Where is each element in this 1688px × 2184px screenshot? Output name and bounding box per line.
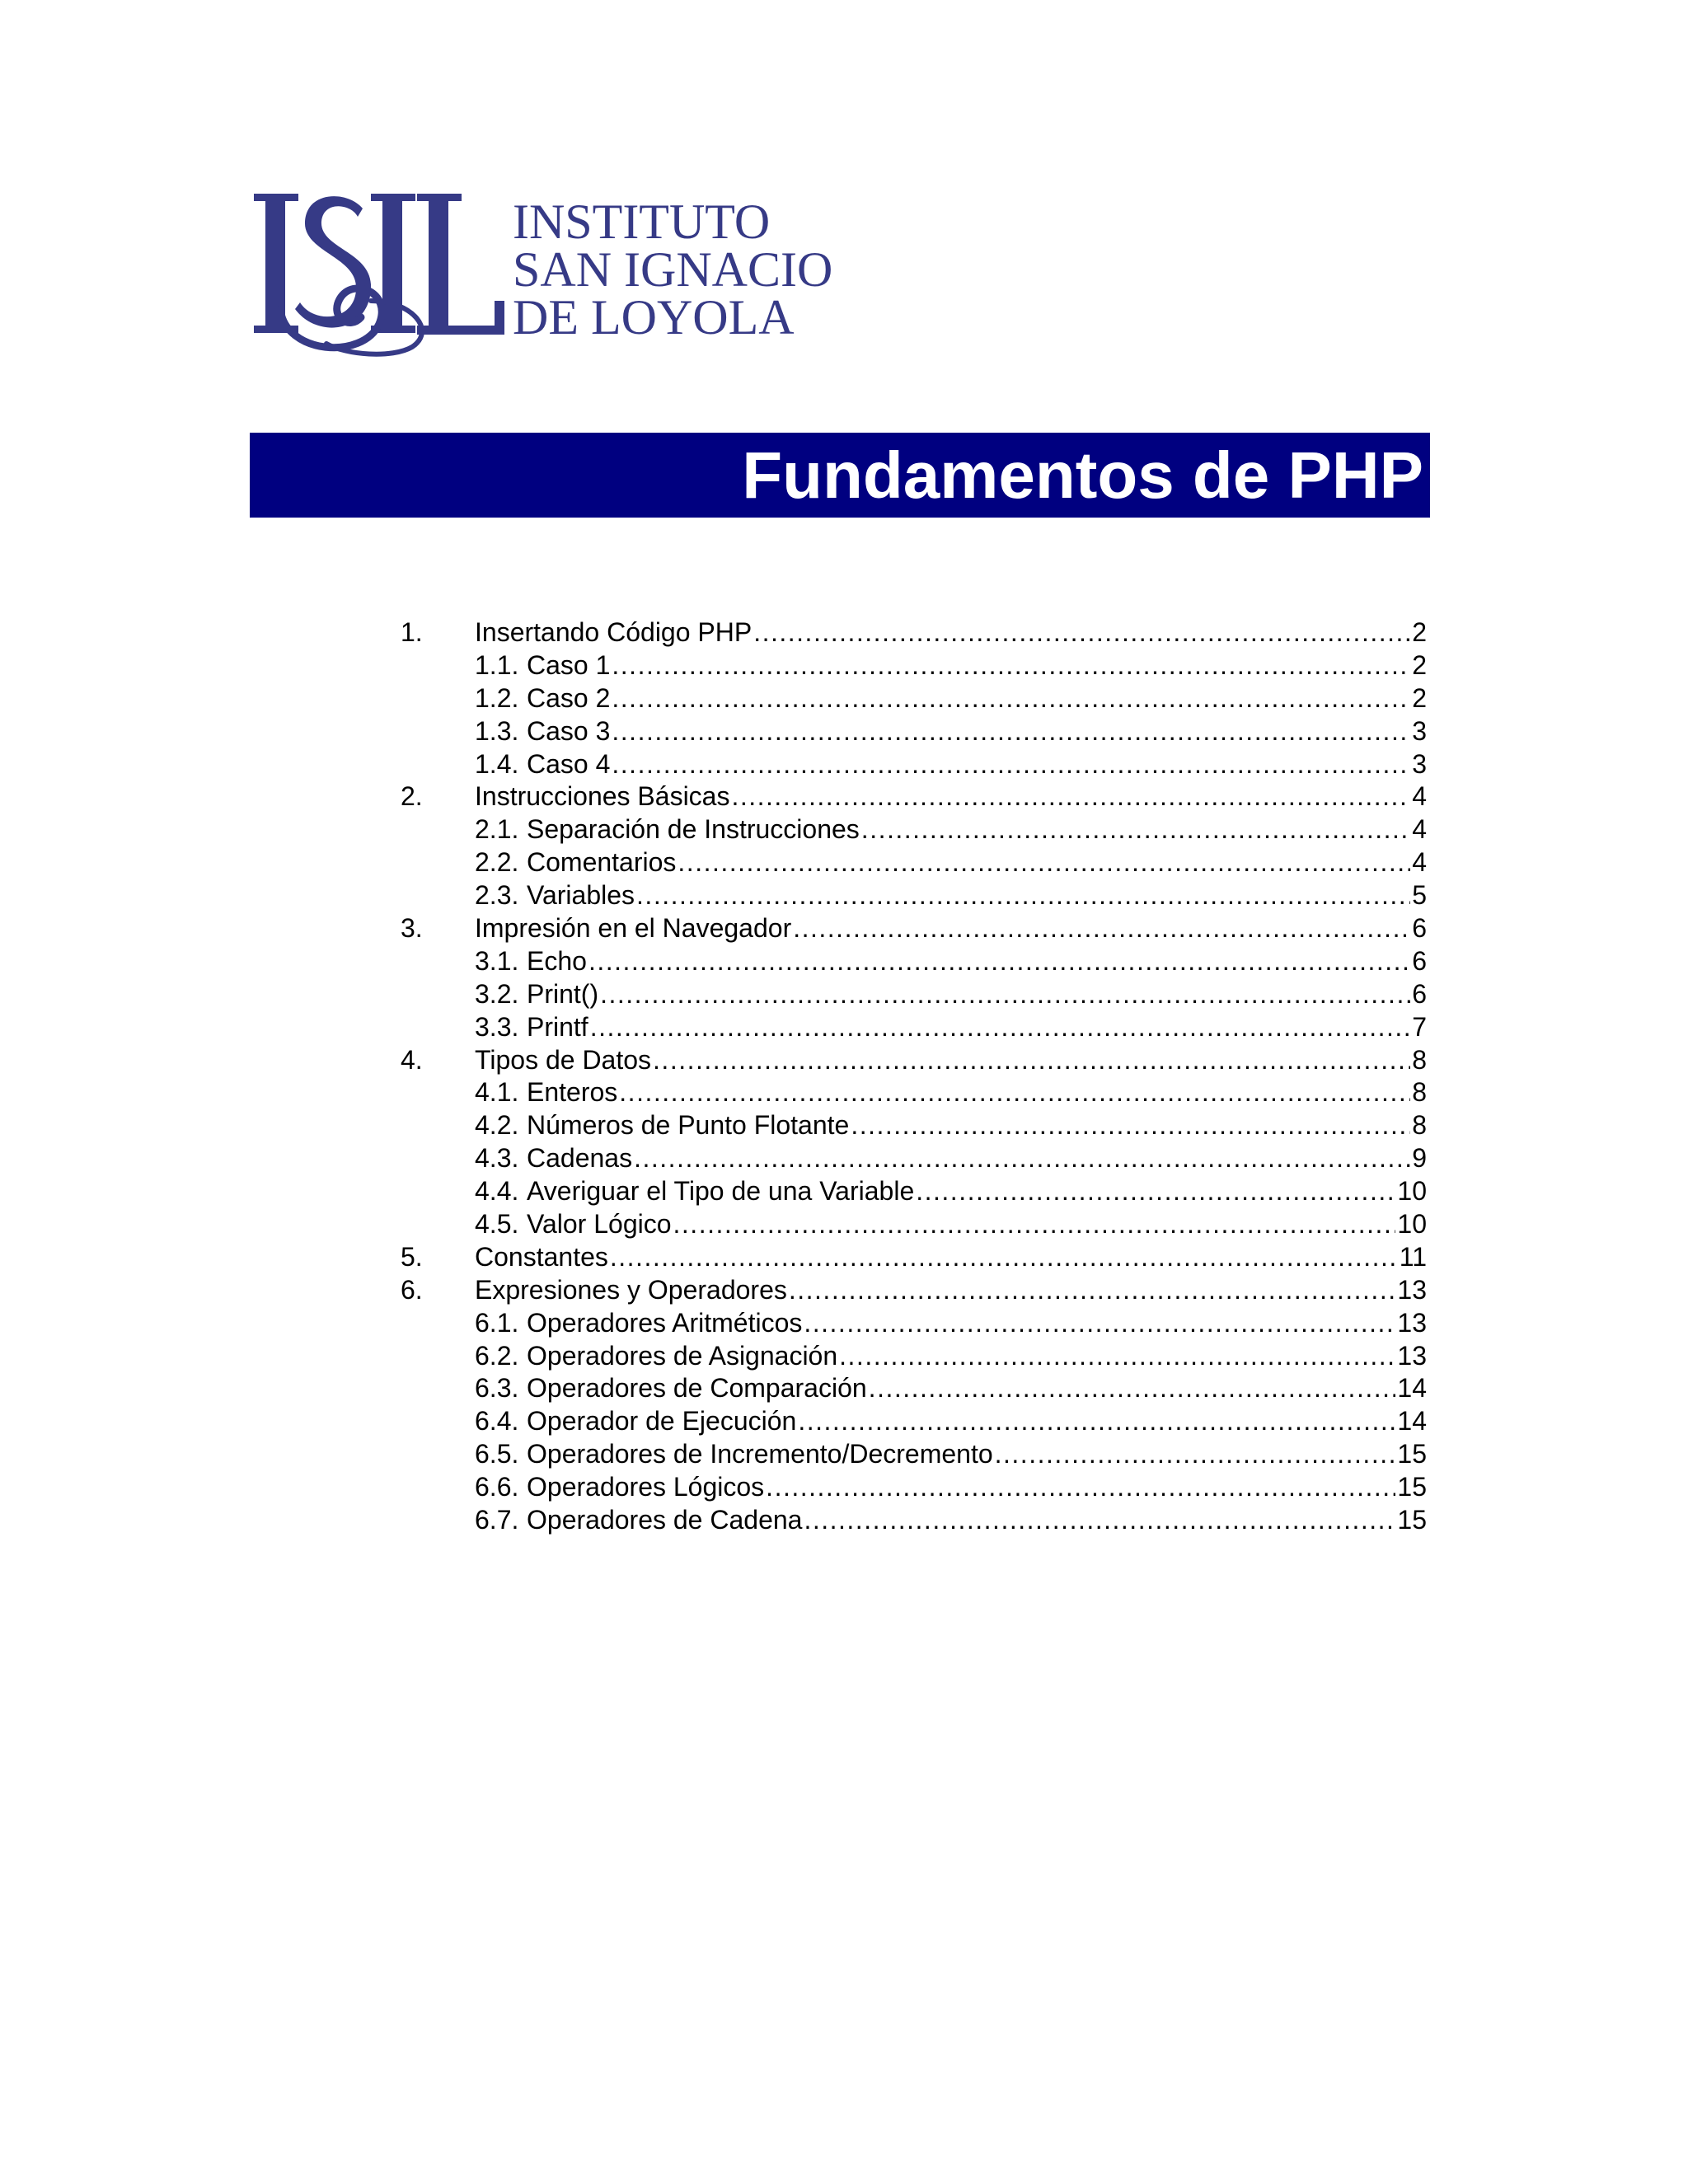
toc-entry-page: 4 <box>1412 781 1427 812</box>
toc-entry-number: 2.3. <box>475 880 519 911</box>
toc-entry-label: Operador de Ejecución <box>527 1406 797 1436</box>
toc-entry[interactable] <box>401 780 1427 813</box>
toc-dot-leader <box>634 1142 1410 1175</box>
toc-entry-label: Cadenas <box>527 1143 633 1174</box>
toc-entry-page: 14 <box>1397 1373 1427 1404</box>
toc-entry[interactable] <box>401 616 1427 649</box>
toc-entry[interactable] <box>401 1471 1427 1504</box>
toc-entry-label: Operadores de Asignación <box>527 1340 838 1371</box>
toc-entry-page: 11 <box>1399 1241 1427 1272</box>
toc-dot-leader <box>673 1208 1396 1241</box>
toc-dot-leader <box>916 1175 1395 1208</box>
toc-entry-label: Operadores de Incremento/Decremento <box>527 1439 993 1469</box>
toc-entry[interactable] <box>401 978 1427 1011</box>
toc-entry-number: 4.2. <box>475 1110 519 1141</box>
toc-dot-leader <box>789 1274 1396 1307</box>
toc-entry-page: 3 <box>1412 715 1427 746</box>
toc-entry-number: 6.4. <box>475 1406 519 1436</box>
toc-entry[interactable] <box>401 1076 1427 1109</box>
toc-entry-number: 4. <box>401 1044 423 1075</box>
logo-text-line1: INSTITUTO <box>513 194 771 249</box>
toc-entry-page: 5 <box>1412 880 1427 911</box>
toc-entry-page: 2 <box>1412 617 1427 647</box>
toc-entry[interactable] <box>401 1405 1427 1438</box>
toc-entry[interactable] <box>401 1044 1427 1077</box>
toc-entry[interactable] <box>401 945 1427 978</box>
toc-entry-label: Operadores de Comparación <box>527 1373 867 1404</box>
toc-entry[interactable] <box>401 1372 1427 1405</box>
toc-entry-label: Caso 1 <box>527 649 611 680</box>
toc-dot-leader <box>612 649 1410 682</box>
toc-entry-page: 8 <box>1412 1110 1427 1141</box>
toc-entry-label: Expresiones y Operadores <box>475 1274 787 1305</box>
toc-dot-leader <box>839 1340 1395 1373</box>
toc-entry-number: 6.2. <box>475 1340 519 1371</box>
toc-dot-leader <box>995 1438 1396 1471</box>
toc-entry-page: 14 <box>1397 1406 1427 1436</box>
title-banner <box>250 433 1430 518</box>
toc-entry-page: 7 <box>1412 1011 1427 1042</box>
toc-entry-number: 4.5. <box>475 1209 519 1240</box>
toc-dot-leader <box>753 616 1410 649</box>
toc-entry[interactable] <box>401 715 1427 748</box>
toc-entry-number: 3.3. <box>475 1011 519 1042</box>
toc-entry[interactable] <box>401 1340 1427 1373</box>
toc-dot-leader <box>588 945 1410 978</box>
toc-entry-number: 1.4. <box>475 748 519 779</box>
toc-entry-number: 6.7. <box>475 1505 519 1535</box>
toc-entry-number: 2.1. <box>475 814 519 845</box>
toc-entry-number: 1. <box>401 617 423 647</box>
toc-dot-leader <box>612 715 1410 748</box>
toc-dot-leader <box>612 682 1410 715</box>
toc-entry-number: 4.3. <box>475 1143 519 1174</box>
toc-entry[interactable] <box>401 1274 1427 1307</box>
toc-entry-page: 15 <box>1397 1439 1427 1469</box>
toc-entry[interactable] <box>401 1142 1427 1175</box>
toc-entry[interactable] <box>401 1241 1427 1274</box>
toc-entry[interactable] <box>401 1109 1427 1142</box>
toc-entry[interactable] <box>401 813 1427 846</box>
toc-entry-page: 6 <box>1412 945 1427 976</box>
toc-entry-page: 10 <box>1397 1176 1427 1207</box>
toc-entry-label: Números de Punto Flotante <box>527 1110 850 1141</box>
toc-dot-leader <box>731 780 1410 813</box>
toc-entry-page: 13 <box>1397 1274 1427 1305</box>
institution-logo <box>247 185 874 363</box>
toc-dot-leader <box>804 1504 1395 1537</box>
toc-entry-number: 1.1. <box>475 649 519 680</box>
toc-entry-label: Operadores Aritméticos <box>527 1307 803 1338</box>
toc-dot-leader <box>793 912 1410 945</box>
toc-entry-page: 15 <box>1397 1472 1427 1502</box>
toc-entry-number: 4.1. <box>475 1077 519 1108</box>
toc-dot-leader <box>869 1372 1396 1405</box>
toc-dot-leader <box>610 1241 1398 1274</box>
toc-entry[interactable] <box>401 1175 1427 1208</box>
toc-entry-page: 4 <box>1412 847 1427 878</box>
toc-entry-page: 2 <box>1412 682 1427 713</box>
toc-entry-label: Averiguar el Tipo de una Variable <box>527 1176 915 1207</box>
toc-entry-number: 6.3. <box>475 1373 519 1404</box>
isil-monogram-icon <box>254 194 504 354</box>
toc-entry-page: 3 <box>1412 748 1427 779</box>
toc-entry[interactable] <box>401 846 1427 879</box>
toc-dot-leader <box>804 1307 1395 1340</box>
toc-entry-label: Operadores de Cadena <box>527 1505 803 1535</box>
toc-entry-label: Caso 4 <box>527 748 611 779</box>
toc-entry-number: 3.2. <box>475 978 519 1009</box>
toc-dot-leader <box>798 1405 1395 1438</box>
toc-entry-page: 15 <box>1397 1505 1427 1535</box>
toc-entry[interactable] <box>401 1307 1427 1340</box>
toc-entry-number: 6.5. <box>475 1439 519 1469</box>
toc-entry-label: Printf <box>527 1011 588 1042</box>
toc-entry-number: 2. <box>401 781 423 812</box>
toc-entry-label: Variables <box>527 880 635 911</box>
toc-entry-page: 10 <box>1397 1209 1427 1240</box>
toc-entry-label: Print() <box>527 978 599 1009</box>
toc-entry-number: 6. <box>401 1274 423 1305</box>
toc-entry-page: 8 <box>1412 1044 1427 1075</box>
logo-text-line3: DE LOYOLA <box>513 290 795 344</box>
toc-entry-label: Echo <box>527 945 587 976</box>
toc-entry-label: Caso 3 <box>527 715 611 746</box>
toc-entry-label: Caso 2 <box>527 682 611 713</box>
toc-entry-label: Insertando Código PHP <box>475 617 753 647</box>
toc-entry[interactable] <box>401 1208 1427 1241</box>
toc-entry[interactable] <box>401 649 1427 682</box>
toc-entry-page: 6 <box>1412 913 1427 944</box>
toc-entry-number: 6.1. <box>475 1307 519 1338</box>
toc-dot-leader <box>600 978 1410 1011</box>
toc-entry[interactable] <box>401 912 1427 945</box>
toc-entry-page: 6 <box>1412 978 1427 1009</box>
toc-entry-number: 2.2. <box>475 847 519 878</box>
toc-entry[interactable] <box>401 1011 1427 1044</box>
toc-entry-label: Separación de Instrucciones <box>527 814 860 845</box>
toc-entry-number: 5. <box>401 1241 423 1272</box>
toc-entry-page: 13 <box>1397 1307 1427 1338</box>
toc-entry-page: 8 <box>1412 1077 1427 1108</box>
toc-entry[interactable] <box>401 682 1427 715</box>
toc-entry-page: 9 <box>1412 1143 1427 1174</box>
toc-dot-leader <box>612 748 1410 781</box>
toc-entry-label: Impresión en el Navegador <box>475 913 792 944</box>
toc-entry-number: 1.2. <box>475 682 519 713</box>
toc-entry-number: 1.3. <box>475 715 519 746</box>
toc-entry[interactable] <box>401 1438 1427 1471</box>
toc-dot-leader <box>851 1109 1410 1142</box>
toc-entry[interactable] <box>401 879 1427 912</box>
toc-dot-leader <box>678 846 1410 879</box>
toc-entry-page: 2 <box>1412 649 1427 680</box>
toc-entry-label: Valor Lógico <box>527 1209 672 1240</box>
toc-entry-label: Comentarios <box>527 847 677 878</box>
toc-entry-label: Constantes <box>475 1241 608 1272</box>
toc-entry[interactable] <box>401 748 1427 781</box>
toc-entry[interactable] <box>401 1504 1427 1537</box>
toc-entry-label: Operadores Lógicos <box>527 1472 765 1502</box>
toc-entry-page: 4 <box>1412 814 1427 845</box>
toc-entry-label: Tipos de Datos <box>475 1044 652 1075</box>
document-title: Fundamentos de PHP <box>742 438 1423 512</box>
table-of-contents <box>401 616 1427 1537</box>
toc-dot-leader <box>619 1076 1410 1109</box>
toc-dot-leader <box>590 1011 1411 1044</box>
toc-dot-leader <box>766 1471 1395 1504</box>
toc-entry-label: Enteros <box>527 1077 618 1108</box>
toc-entry-number: 3.1. <box>475 945 519 976</box>
toc-entry-number: 4.4. <box>475 1176 519 1207</box>
toc-dot-leader <box>636 879 1410 912</box>
toc-dot-leader <box>653 1044 1410 1077</box>
toc-dot-leader <box>861 813 1410 846</box>
toc-entry-number: 3. <box>401 913 423 944</box>
toc-entry-number: 6.6. <box>475 1472 519 1502</box>
toc-entry-label: Instrucciones Básicas <box>475 781 730 812</box>
toc-entry-page: 13 <box>1397 1340 1427 1371</box>
logo-text-line2: SAN IGNACIO <box>513 242 833 297</box>
